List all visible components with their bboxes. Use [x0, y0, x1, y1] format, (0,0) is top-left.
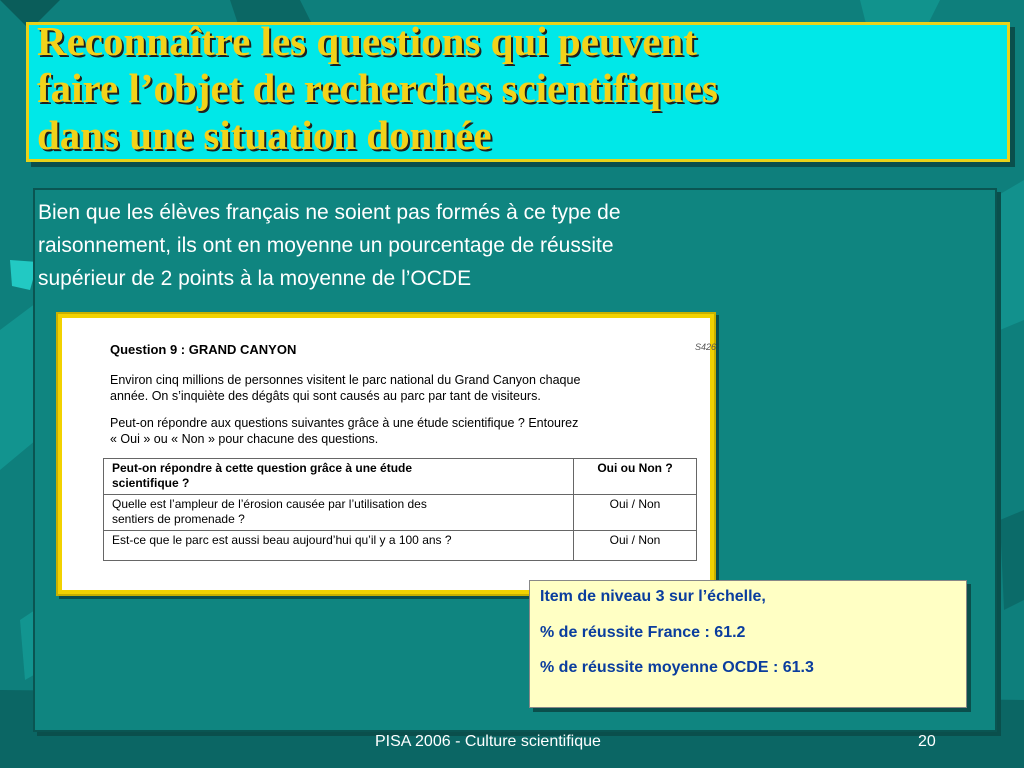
question-table	[103, 458, 697, 561]
table-cell-answer: Oui / Non	[574, 495, 697, 531]
cell-line: scientifique ?	[112, 476, 190, 490]
question-paragraph-1	[110, 372, 700, 404]
result-france: % de réussite France : 61.2	[540, 624, 746, 641]
result-level: Item de niveau 3 sur l’échelle,	[540, 588, 766, 605]
intro-line: supérieur de 2 points à la moyenne de l’OCDE	[38, 267, 472, 290]
title-line: Reconnaître les questions qui peuvent	[37, 18, 697, 64]
intro-line: Bien que les élèves français ne soient pas formés à ce type de	[38, 201, 621, 224]
cell-line: Est-ce que le parc est aussi beau aujourd’hui qu’il y a 100 ans ?	[112, 533, 452, 547]
question-title: Question 9 : GRAND CANYON	[110, 342, 297, 357]
footer-title: PISA 2006 - Culture scientifique	[375, 733, 601, 750]
table-header-answer: Oui ou Non ?	[574, 459, 697, 495]
question-paragraph-2	[110, 415, 700, 447]
table-cell-question	[104, 531, 574, 561]
result-oecd: % de réussite moyenne OCDE : 61.3	[540, 659, 814, 676]
paragraph-line: Environ cinq millions de personnes visitent le parc national du Grand Canyon chaque	[110, 373, 581, 387]
paragraph-line: « Oui » ou « Non » pour chacune des questions.	[110, 432, 379, 446]
table-header-row	[104, 459, 697, 495]
table-header-question	[104, 459, 574, 495]
question-image	[62, 318, 716, 590]
cell-line: Peut-on répondre à cette question grâce à une étude	[112, 461, 413, 475]
table-row	[104, 495, 697, 531]
paragraph-line: année. On s’inquiète des dégâts qui sont causés au parc par tant de visiteurs.	[110, 389, 541, 403]
table-cell-question	[104, 495, 574, 531]
question-code: S426	[694, 342, 716, 352]
paragraph-line: Peut-on répondre aux questions suivantes grâce à une étude scientifique ? Entourez	[110, 416, 579, 430]
table-cell-answer: Oui / Non	[574, 531, 697, 561]
cell-line: sentiers de promenade ?	[112, 512, 245, 526]
page-number: 20	[918, 733, 936, 750]
slide-title	[37, 18, 997, 159]
intro-line: raisonnement, ils ont en moyenne un pourcentage de réussite	[38, 234, 614, 257]
title-line: faire l’objet de recherches scientifiques	[37, 65, 718, 111]
cell-line: Quelle est l’ampleur de l’érosion causée par l’utilisation des	[112, 497, 427, 511]
title-line: dans une situation donnée	[37, 112, 492, 158]
table-row	[104, 531, 697, 561]
intro-text	[38, 196, 858, 295]
